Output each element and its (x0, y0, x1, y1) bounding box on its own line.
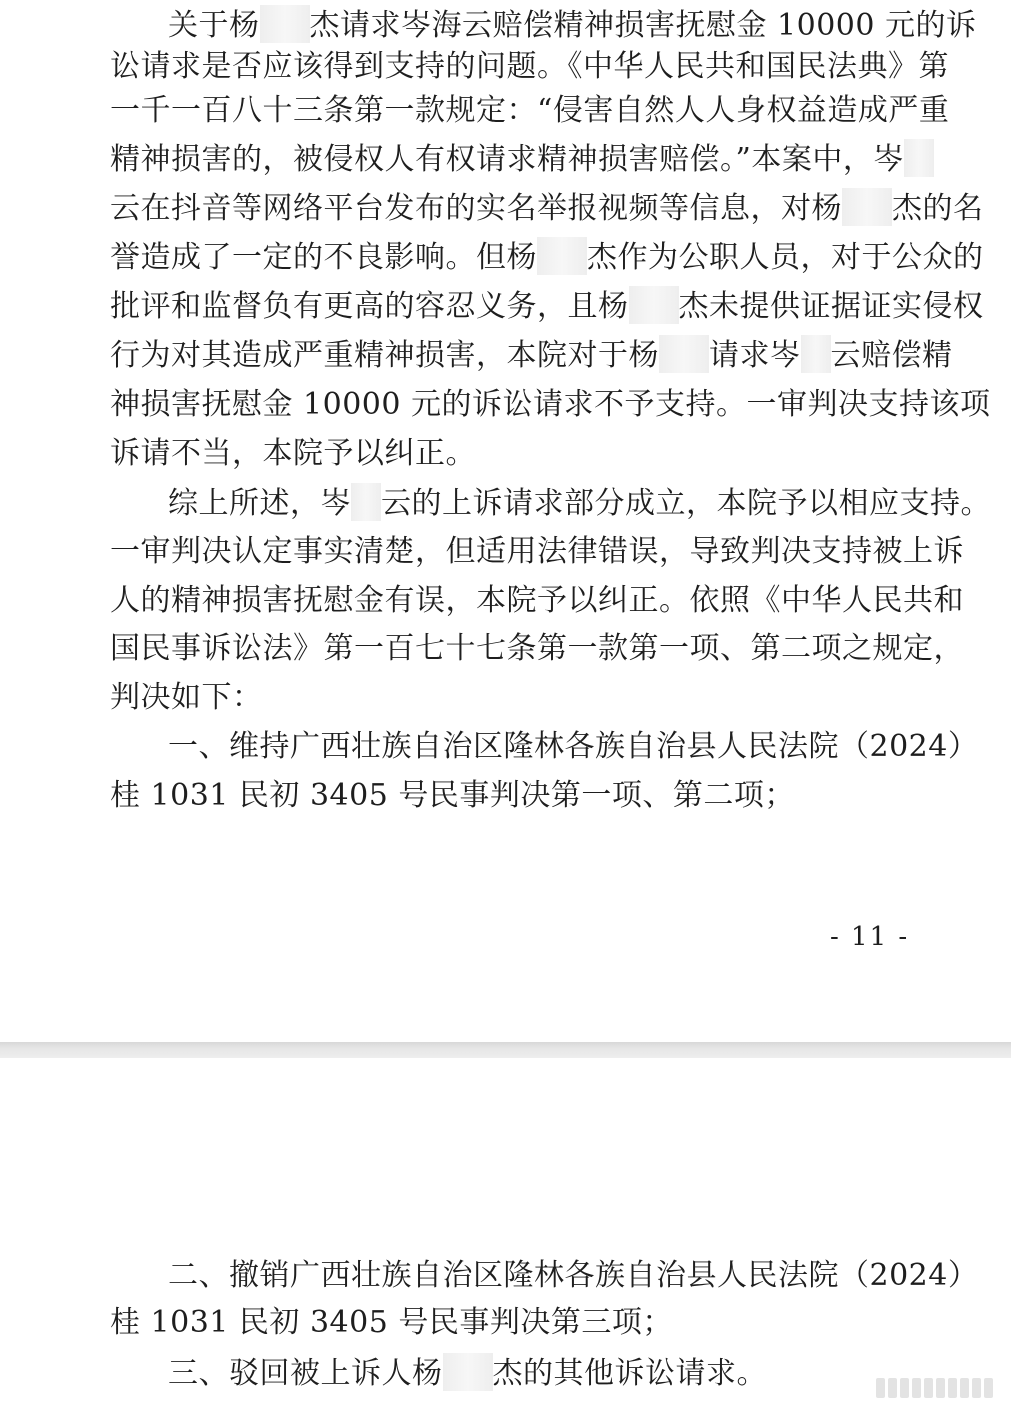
text-line: 一、维持广西壮族自治区隆林各族自治县人民法院（2024） (168, 729, 979, 764)
text-line: 人的精神损害抚慰金有误，本院予以纠正。依照《中华人民共和 (110, 583, 964, 618)
text-line: 桂 1031 民初 3405 号民事判决第三项； (110, 1305, 673, 1340)
redaction-mark (537, 237, 587, 275)
redaction-mark (801, 335, 831, 373)
watermark-logo (876, 1378, 1006, 1402)
text-line: 一千一百八十三条第一款规定：“侵害自然人人身权益造成严重 (110, 93, 950, 128)
text-line: 云在抖音等网络平台发布的实名举报视频等信息，对杨 杰的名 (110, 187, 910, 231)
redaction-mark (351, 483, 381, 521)
text-line: 综上所述，岑 云的上诉请求部分成立，本院予以相应支持。 (168, 482, 910, 526)
redaction-mark (842, 188, 892, 226)
redaction-mark (443, 1353, 493, 1391)
text-line: 关于杨 杰请求岑海云赔偿精神损害抚慰金 10000 元的诉 (168, 4, 910, 48)
redaction-mark (260, 5, 310, 43)
text-line: 判决如下： (110, 680, 263, 715)
redaction-mark (659, 335, 709, 373)
text-line: 一审判决认定事实清楚，但适用法律错误，导致判决支持被上诉 (110, 534, 964, 569)
text-line: 讼请求是否应该得到支持的问题。《中华人民共和国民法典》第 (110, 49, 949, 84)
redaction-mark (904, 139, 934, 177)
page-number: - 11 - (830, 922, 910, 952)
text-line: 批评和监督负有更高的容忍义务，且杨 杰未提供证据证实侵权 (110, 285, 910, 329)
text-line: 桂 1031 民初 3405 号民事判决第一项、第二项； (110, 778, 795, 813)
text-line: 二、撤销广西壮族自治区隆林各族自治县人民法院（2024） (168, 1258, 979, 1293)
document-page-12 (0, 1058, 1011, 1404)
text-line: 行为对其造成严重精神损害，本院对于杨 请求岑 云赔偿精 (110, 334, 910, 378)
text-line: 誉造成了一定的不良影响。但杨 杰作为公职人员，对于公众的 (110, 236, 910, 280)
page-separator (0, 1042, 1011, 1058)
redaction-mark (629, 286, 679, 324)
text-line: 三、驳回被上诉人杨 杰的其他诉讼请求。 (168, 1352, 910, 1396)
text-line: 诉请不当，本院予以纠正。 (110, 436, 476, 471)
text-line: 国民事诉讼法》第一百七十七条第一款第一项、第二项之规定， (110, 631, 964, 666)
text-line: 神损害抚慰金 10000 元的诉讼请求不予支持。一审判决支持该项 (110, 387, 991, 422)
text-line: 精神损害的，被侵权人有权请求精神损害赔偿。”本案中，岑 (110, 138, 910, 182)
